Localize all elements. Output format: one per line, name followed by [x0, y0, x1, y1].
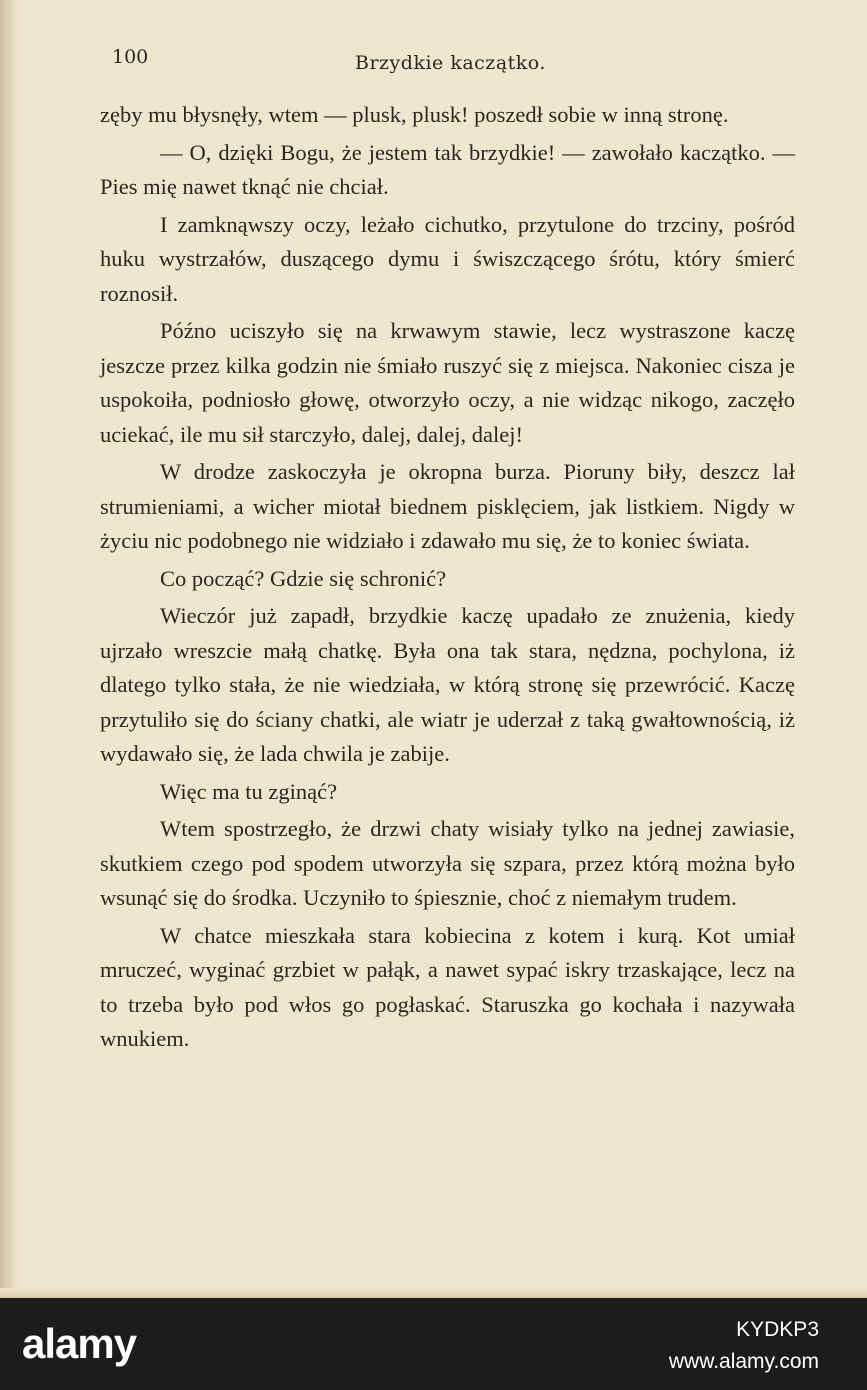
paragraph: W chatce mieszkała stara kobiecina z kotem i kurą. Kot umiał mruczeć, wyginać grzbiet w pałąk, a nawet sypać iskry trzaskające, lecz na to trzeba było pod włos go pogłaskać. Staruszka go kochała i nazywała wnukiem. [100, 922, 795, 1051]
paragraph: Więc ma tu zginąć? [160, 778, 338, 804]
paragraph: Późno uciszyło się na krwawym stawie, lecz wystraszone kaczę jeszcze przez kilka godzin nie śmiało ruszyć się z miejsca. Nakoniec cisza je uspokoiła, podniosło głowę, otworzyło oczy, a nie widząc nikogo, zaczęło uciekać, ile mu sił starczyło, dalej, dalej, dalej! [100, 318, 795, 447]
paragraph: Co począć? Gdzie się schronić? [160, 565, 447, 591]
image-id: KYDKP3 [736, 1318, 819, 1341]
page-number: 100 [112, 46, 149, 68]
paragraph: I zamknąwszy oczy, leżało cichutko, przytulone do trzciny, pośród huku wystrzałów, duszącego dymu i świszczącego śrótu, który śmierć roznosił. [100, 211, 795, 306]
paragraph: W drodze zaskoczyła je okropna burza. Pioruny biły, deszcz lał strumieniami, a wicher miotał biednem pisklęciem, jak listkiem. Nigdy w życiu nic podobnego nie widziało i zdawało mu się, że to koniec świata. [100, 459, 795, 553]
body-text [100, 98, 795, 1057]
running-title: Brzydkie kaczątko. [355, 52, 546, 74]
paragraph: zęby mu błysnęły, wtem — plusk, plusk! poszedł sobie w inną stronę. [100, 102, 729, 127]
alamy-logo: alamy [22, 1320, 137, 1367]
stock-url: www.alamy.com [668, 1350, 819, 1373]
paragraph: Wtem spostrzegło, że drzwi chaty wisiały tylko na jednej zawiasie, skutkiem czego pod spodem utworzyła się szpara, przez którą można było wsunąć się do środka. Uczyniło to śpiesznie, choć z niemałym trudem. [100, 816, 795, 910]
paragraph: Wieczór już zapadł, brzydkie kaczę upadało ze znużenia, kiedy ujrzało wreszcie małą chatkę. Była ona tak stara, nędzna, pochylona, iż dlatego tylko stała, że nie wiedziała, w którą stronę się przewrócić. Kaczę przytuliło się do ściany chatki, ale wiatr je uderzał z taką gwałtownością, iż wydawało się, że lada chwila je zabije. [100, 603, 795, 766]
paragraph: — O, dzięki Bogu, że jestem tak brzydkie! — zawołało kaczątko. — Pies mię nawet tknąć nie chciał. [100, 139, 795, 199]
